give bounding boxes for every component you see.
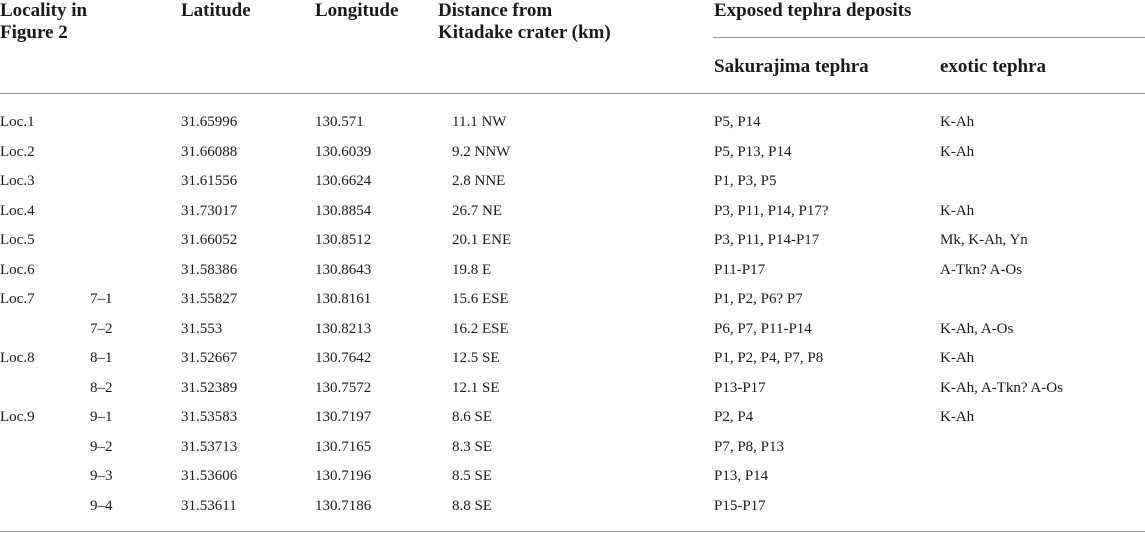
cell-sakurajima-tephra: P15-P17 (714, 498, 766, 514)
cell-sakurajima-tephra: P1, P2, P4, P7, P8 (714, 350, 824, 366)
header-span-rule (713, 37, 1145, 38)
cell-longitude: 130.7196 (315, 468, 372, 484)
cell-longitude: 130.8854 (315, 203, 372, 219)
cell-exotic-tephra: K-Ah, A-Tkn? A-Os (940, 380, 1063, 396)
cell-sakurajima-tephra: P5, P14 (714, 114, 761, 130)
cell-latitude: 31.55827 (181, 291, 238, 307)
cell-exotic-tephra: Mk, K-Ah, Yn (940, 232, 1028, 248)
cell-latitude: 31.553 (181, 321, 223, 337)
cell-locality: Loc.4 (0, 203, 35, 219)
cell-latitude: 31.53583 (181, 409, 238, 425)
cell-sakurajima-tephra: P5, P13, P14 (714, 144, 792, 160)
cell-sublocality: 9–4 (90, 498, 113, 514)
header-bottom-rule (0, 93, 1145, 94)
cell-distance: 26.7 NE (452, 203, 502, 219)
cell-longitude: 130.7186 (315, 498, 372, 514)
cell-sakurajima-tephra: P3, P11, P14-P17 (714, 232, 820, 248)
cell-distance: 12.5 SE (452, 350, 500, 366)
cell-longitude: 130.7572 (315, 380, 372, 396)
cell-locality: Loc.8 (0, 350, 35, 366)
cell-sakurajima-tephra: P1, P2, P6? P7 (714, 291, 803, 307)
cell-distance: 19.8 E (452, 262, 492, 278)
cell-latitude: 31.52389 (181, 380, 238, 396)
cell-latitude: 31.53611 (181, 498, 237, 514)
header-locality-line1: Locality in (0, 0, 88, 21)
header-exotic: exotic tephra (940, 56, 1047, 77)
cell-distance: 9.2 NNW (452, 144, 511, 160)
cell-distance: 16.2 ESE (452, 321, 509, 337)
cell-sublocality: 8–2 (90, 380, 113, 396)
cell-distance: 2.8 NNE (452, 173, 506, 189)
cell-sublocality: 9–2 (90, 439, 113, 455)
cell-locality: Loc.7 (0, 291, 35, 307)
cell-locality: Loc.9 (0, 409, 35, 425)
header-latitude: Latitude (181, 0, 251, 21)
cell-distance: 11.1 NW (452, 114, 507, 130)
cell-longitude: 130.7165 (315, 439, 372, 455)
cell-distance: 12.1 SE (452, 380, 500, 396)
header-sakurajima: Sakurajima tephra (714, 56, 869, 77)
cell-latitude: 31.58386 (181, 262, 238, 278)
cell-sakurajima-tephra: P2, P4 (714, 409, 754, 425)
cell-longitude: 130.8512 (315, 232, 372, 248)
cell-longitude: 130.8643 (315, 262, 372, 278)
cell-sakurajima-tephra: P13-P17 (714, 380, 766, 396)
cell-distance: 15.6 ESE (452, 291, 509, 307)
cell-locality: Loc.5 (0, 232, 35, 248)
header-locality-line2: Figure 2 (0, 22, 68, 43)
cell-exotic-tephra: K-Ah (940, 203, 975, 219)
cell-latitude: 31.61556 (181, 173, 238, 189)
cell-longitude: 130.8213 (315, 321, 372, 337)
cell-distance: 8.5 SE (452, 468, 493, 484)
cell-longitude: 130.6039 (315, 144, 372, 160)
cell-distance: 8.8 SE (452, 498, 493, 514)
cell-sakurajima-tephra: P1, P3, P5 (714, 173, 777, 189)
cell-exotic-tephra: K-Ah (940, 350, 975, 366)
cell-latitude: 31.73017 (181, 203, 238, 219)
cell-longitude: 130.571 (315, 114, 364, 130)
cell-sakurajima-tephra: P13, P14 (714, 468, 769, 484)
cell-latitude: 31.66052 (181, 232, 238, 248)
cell-sakurajima-tephra: P6, P7, P11-P14 (714, 321, 812, 337)
cell-longitude: 130.8161 (315, 291, 372, 307)
cell-distance: 8.3 SE (452, 439, 493, 455)
cell-sakurajima-tephra: P3, P11, P14, P17? (714, 203, 829, 219)
cell-locality: Loc.1 (0, 114, 35, 130)
cell-exotic-tephra: K-Ah (940, 409, 975, 425)
cell-sakurajima-tephra: P11-P17 (714, 262, 766, 278)
cell-sublocality: 8–1 (90, 350, 113, 366)
cell-exotic-tephra: K-Ah (940, 144, 975, 160)
cell-sublocality: 7–1 (90, 291, 113, 307)
header-distance-line2: Kitadake crater (km) (438, 22, 611, 43)
cell-sakurajima-tephra: P7, P8, P13 (714, 439, 785, 455)
cell-exotic-tephra: K-Ah, A-Os (940, 321, 1014, 337)
cell-sublocality: 7–2 (90, 321, 113, 337)
cell-exotic-tephra: K-Ah (940, 114, 975, 130)
cell-distance: 8.6 SE (452, 409, 493, 425)
cell-sublocality: 9–1 (90, 409, 113, 425)
cell-sublocality: 9–3 (90, 468, 113, 484)
cell-locality: Loc.6 (0, 262, 35, 278)
cell-longitude: 130.7197 (315, 409, 372, 425)
cell-latitude: 31.53713 (181, 439, 238, 455)
cell-distance: 20.1 ENE (452, 232, 512, 248)
cell-longitude: 130.6624 (315, 173, 372, 189)
table-bottom-rule (0, 531, 1145, 532)
header-distance-line1: Distance from (438, 0, 553, 21)
cell-latitude: 31.53606 (181, 468, 238, 484)
cell-latitude: 31.52667 (181, 350, 238, 366)
cell-latitude: 31.66088 (181, 144, 238, 160)
header-exposed-tephra: Exposed tephra deposits (714, 0, 912, 21)
header-longitude: Longitude (315, 0, 399, 21)
cell-exotic-tephra: A-Tkn? A-Os (940, 262, 1023, 278)
cell-longitude: 130.7642 (315, 350, 372, 366)
cell-locality: Loc.2 (0, 144, 35, 160)
cell-locality: Loc.3 (0, 173, 35, 189)
cell-latitude: 31.65996 (181, 114, 238, 130)
